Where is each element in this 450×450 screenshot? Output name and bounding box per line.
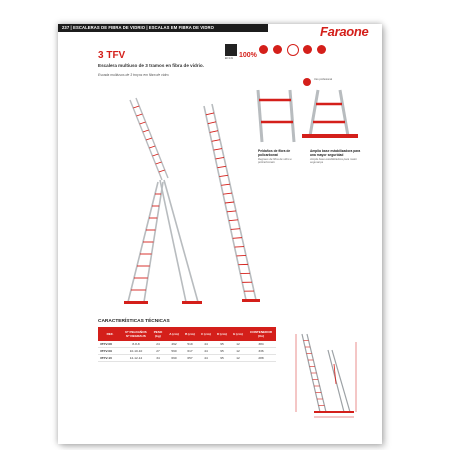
product-model: 3 TFV xyxy=(98,50,126,61)
col-d: D (cm) xyxy=(214,327,230,341)
feature-base-subtitle: Ampla base estabilizadora para maior segurança xyxy=(310,157,357,165)
cell-b: 617 xyxy=(182,348,198,355)
cell-a: 690 xyxy=(166,355,182,362)
cell-ref: 3TFV-08 xyxy=(98,341,122,348)
percent-label: 100% xyxy=(239,52,257,59)
cell-container: 336 xyxy=(246,348,276,355)
tech-table xyxy=(98,327,276,362)
aframe-ladder xyxy=(124,180,202,304)
col-weight: PESO (kg) xyxy=(150,327,166,341)
cell-b: 657 xyxy=(182,355,198,362)
ladder-rung xyxy=(143,130,149,132)
feature-rungs-subtitle: Degraus de fibra de vidro e policarbonato xyxy=(258,157,292,165)
cell-ref: 3TFV-10 xyxy=(98,355,122,362)
rating-label: EN 131 xyxy=(225,57,233,60)
ladder-rung xyxy=(146,138,152,140)
cell-rungs: 8-8-8 xyxy=(122,341,150,348)
col-c: C (cm) xyxy=(198,327,214,341)
ladder-rung xyxy=(136,114,142,116)
cell-d: 95 xyxy=(214,355,230,362)
cell-b: 519 xyxy=(182,341,198,348)
ladder-rung xyxy=(214,149,222,151)
col-rungs: Nº PELDAÑOS Nº DEGRAUS xyxy=(122,327,150,341)
cell-weight: 34 xyxy=(150,355,166,362)
cell-c: 44 xyxy=(198,355,214,362)
cell-e: 12 xyxy=(230,355,246,362)
product-illustrations xyxy=(58,24,382,444)
ladder-rung xyxy=(227,211,236,212)
cell-a: 590 xyxy=(166,348,182,355)
cell-container: 288 xyxy=(246,355,276,362)
cell-weight: 27 xyxy=(150,348,166,355)
ladder-rung xyxy=(210,131,218,133)
ladder-rung xyxy=(159,170,165,172)
cell-c: 44 xyxy=(198,348,214,355)
ladder-rung xyxy=(217,166,226,167)
ladder-rung xyxy=(215,157,224,158)
cell-e: 12 xyxy=(230,341,246,348)
cell-weight: 24 xyxy=(150,341,166,348)
cell-a: 492 xyxy=(166,341,182,348)
cell-ref: 3TFV-09 xyxy=(98,348,122,355)
ladder-rung xyxy=(229,220,238,221)
catalog-page xyxy=(58,24,382,444)
pro-label: Uso profesional xyxy=(314,78,333,81)
feature-base-title: Amplia base estabilizadora para una mayor seguridad xyxy=(310,149,361,157)
ladder-rung xyxy=(206,113,214,115)
brand-logo: Faraone xyxy=(320,24,369,39)
section-header-text: 237 | ESCALERAS DE FIBRA DE VIDRIO | ESCALAS EM FIBRA DE VIDRO xyxy=(62,25,215,30)
straight-ladder xyxy=(204,104,260,302)
ladder-rung xyxy=(152,154,158,156)
table-row xyxy=(98,355,276,362)
ladder-rung xyxy=(225,202,234,203)
feature-rungs-title: Peldaños de fibra de policarbonat xyxy=(258,149,291,157)
ladder-rung xyxy=(156,162,162,164)
col-a: A (cm) xyxy=(166,327,182,341)
ladder-rung xyxy=(219,175,228,176)
ladder-rung xyxy=(233,238,242,239)
ladder-rung xyxy=(149,146,155,148)
base-detail-image xyxy=(302,90,358,138)
product-description: Escada multiusos de 3 troços em fibra de vidro. xyxy=(98,73,170,77)
cell-container: 384 xyxy=(246,341,276,348)
col-b: B (cm) xyxy=(182,327,198,341)
ladder-rung xyxy=(133,106,139,108)
cell-c: 44 xyxy=(198,341,214,348)
dimension-diagram xyxy=(296,334,356,417)
rung-detail-image xyxy=(258,90,294,142)
col-container: CONTENEDOR (Un) xyxy=(246,327,276,341)
cell-rungs: 12-12-12 xyxy=(122,355,150,362)
col-ref: REF. xyxy=(98,327,122,341)
ladder-rung xyxy=(221,184,230,185)
cell-d: 95 xyxy=(214,348,230,355)
ladder-rung xyxy=(235,247,244,248)
ladder-rung xyxy=(140,122,146,124)
ladder-rung xyxy=(231,229,240,230)
cell-d: 95 xyxy=(214,341,230,348)
table-row xyxy=(98,348,276,355)
col-e: E (cm) xyxy=(230,327,246,341)
cell-e: 12 xyxy=(230,348,246,355)
ladder-rung xyxy=(223,193,232,194)
ladder-rung xyxy=(208,122,216,124)
cell-rungs: 10-10-10 xyxy=(122,348,150,355)
tech-table-title: CARACTERÍSTICAS TÉCNICAS xyxy=(98,319,170,324)
extended-ladder xyxy=(130,98,168,180)
ladder-rung xyxy=(212,140,220,142)
table-header-row xyxy=(98,327,276,341)
product-subtitle: Escalera multiuso de 3 tramos en fibra de vidrio. xyxy=(98,63,204,68)
